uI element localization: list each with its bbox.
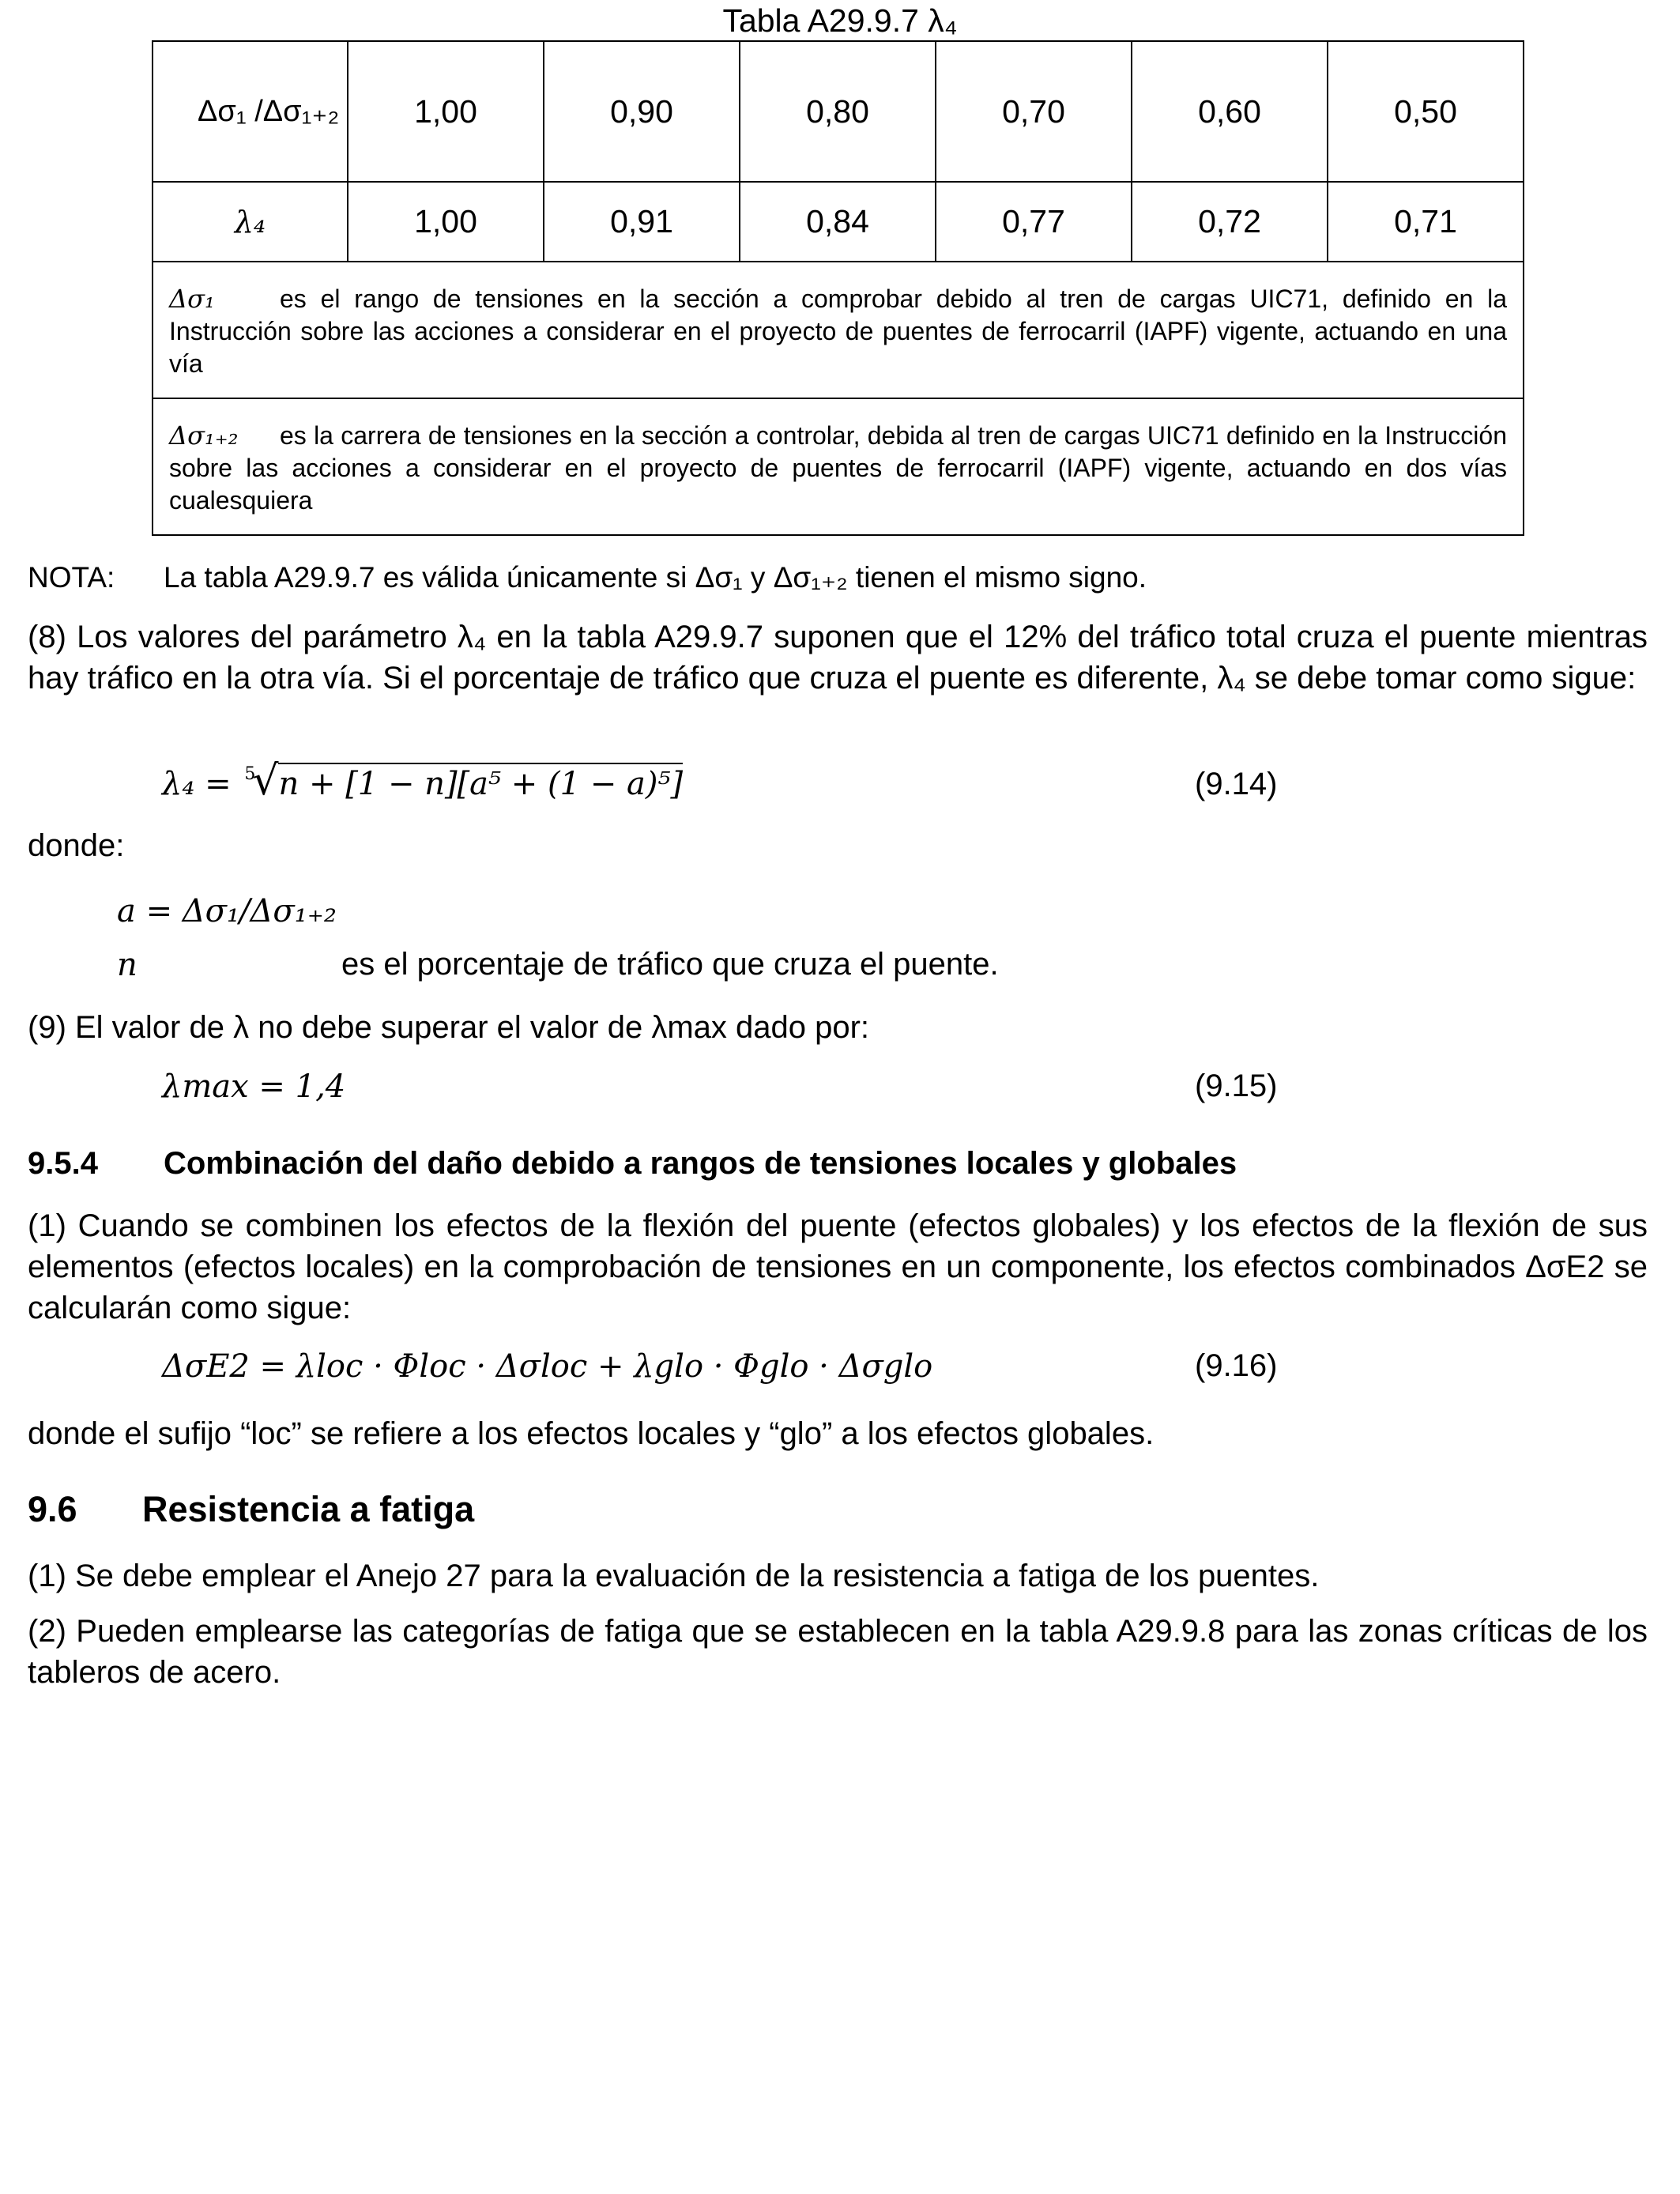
definition-delta-sigma-1 [153,262,1524,398]
equation-number-9-14: (9.14) [1195,767,1278,801]
section-title-9-5-4: Combinación del daño debido a rangos de tensiones locales y globales [164,1146,1237,1181]
table-cell: 1,00 [348,41,544,182]
table-row [153,262,1524,398]
section-number-9-5-4: 9.5.4 [28,1146,98,1181]
table-cell: 0,50 [1328,41,1524,182]
definition-a: a = Δσ₁/Δσ₁₊₂ [117,893,337,929]
definition-symbol: Δσ₁ [169,284,215,314]
table-cell: 1,00 [348,182,544,262]
definition-n-text: es el porcentaje de tráfico que cruza el puente. [341,947,999,982]
paragraph-9-6-1: (1) Se debe emplear el Anejo 27 para la evaluación de la resistencia a fatiga de los puentes. [28,1559,1320,1593]
paragraph-9-6-2: (2) Pueden emplearse las categorías de fatiga que se establecen en la tabla A29.9.8 para las zonas críticas de los tableros de acero. [28,1614,1648,1690]
ratio-label: Δσ₁ /Δσ₁₊₂ [153,41,348,182]
definition-n-symbol: n [117,947,137,983]
section-title-9-6: Resistencia a fatiga [142,1489,475,1529]
equation-9-15: λmax = 1,4 [162,1069,346,1105]
equation-number-9-16: (9.16) [1195,1348,1278,1383]
equation-lhs: λ₄ = [162,766,242,802]
table-row [153,182,1524,262]
table-cell: 0,80 [740,41,936,182]
lambda4-table [152,40,1524,536]
table-cell: 0,84 [740,182,936,262]
definition-symbol: Δσ₁₊₂ [169,420,239,450]
equation-number-9-15: (9.15) [1195,1069,1278,1103]
donde-sufijo: donde el sufijo “loc” se refiere a los efectos locales y “glo” a los efectos globales. [28,1416,1155,1451]
paragraph-8: (8) Los valores del parámetro λ₄ en la tabla A29.9.7 suponen que el 12% del tráfico total cruza el puente mientras hay tráfico en la otra vía. Si el porcentaje de tráfico que cruza el puente es diferente, λ₄ se debe tomar como sigue: [28,620,1648,696]
donde-label: donde: [28,828,125,863]
table-caption: Tabla A29.9.7 λ₄ [722,2,958,39]
section-number-9-6: 9.6 [28,1489,77,1529]
equation-9-16: ΔσE2 = λloc · Φloc · Δσloc + λglo · Φglo · Δσglo [162,1348,933,1385]
paragraph-9: (9) El valor de λ no debe superar el valor de λmax dado por: [28,1010,870,1045]
table-cell: 0,72 [1132,182,1328,262]
table-row [153,41,1524,182]
radicand: n + [1 − n][a⁵ + (1 − a)⁵] [278,763,683,802]
definition-text: es la carrera de tensiones en la sección a controlar, debida al tren de cargas UIC71 definido en la Instrucción sobre las acciones a considerar en el proyecto de puentes de ferrocarril (IAPF) vigente, actuando en dos vías cualesquiera [169,421,1507,515]
table-cell: 0,77 [936,182,1132,262]
definition-delta-sigma-1-2 [153,398,1524,535]
paragraph-9-5-4-1: (1) Cuando se combinen los efectos de la flexión del puente (efectos globales) y los efectos de la flexión de sus elementos (efectos locales) en la comprobación de tensiones en un componente, los efectos combinados ΔσE2 se calcularán como sigue: [28,1208,1648,1325]
table-cell: 0,60 [1132,41,1328,182]
table-row [153,398,1524,535]
fifth-root [241,757,684,805]
table-cell: 0,70 [936,41,1132,182]
radical-sign: √ [252,757,279,805]
table-cell: 0,91 [544,182,740,262]
definition-text: es el rango de tensiones en la sección a comprobar debido al tren de cargas UIC71, definido en la Instrucción sobre las acciones a considerar en el proyecto de puentes de ferrocarril (IAPF) vigente, actuando en una vía [169,285,1507,378]
equation-9-14 [162,757,684,805]
root-index: 5 [244,764,256,784]
lambda4-label: λ₄ [153,182,348,262]
table-cell: 0,90 [544,41,740,182]
nota-text: La tabla A29.9.7 es válida únicamente si Δσ₁ y Δσ₁₊₂ tienen el mismo signo. [164,561,1147,594]
nota-label: NOTA: [28,561,115,594]
table-cell: 0,71 [1328,182,1524,262]
